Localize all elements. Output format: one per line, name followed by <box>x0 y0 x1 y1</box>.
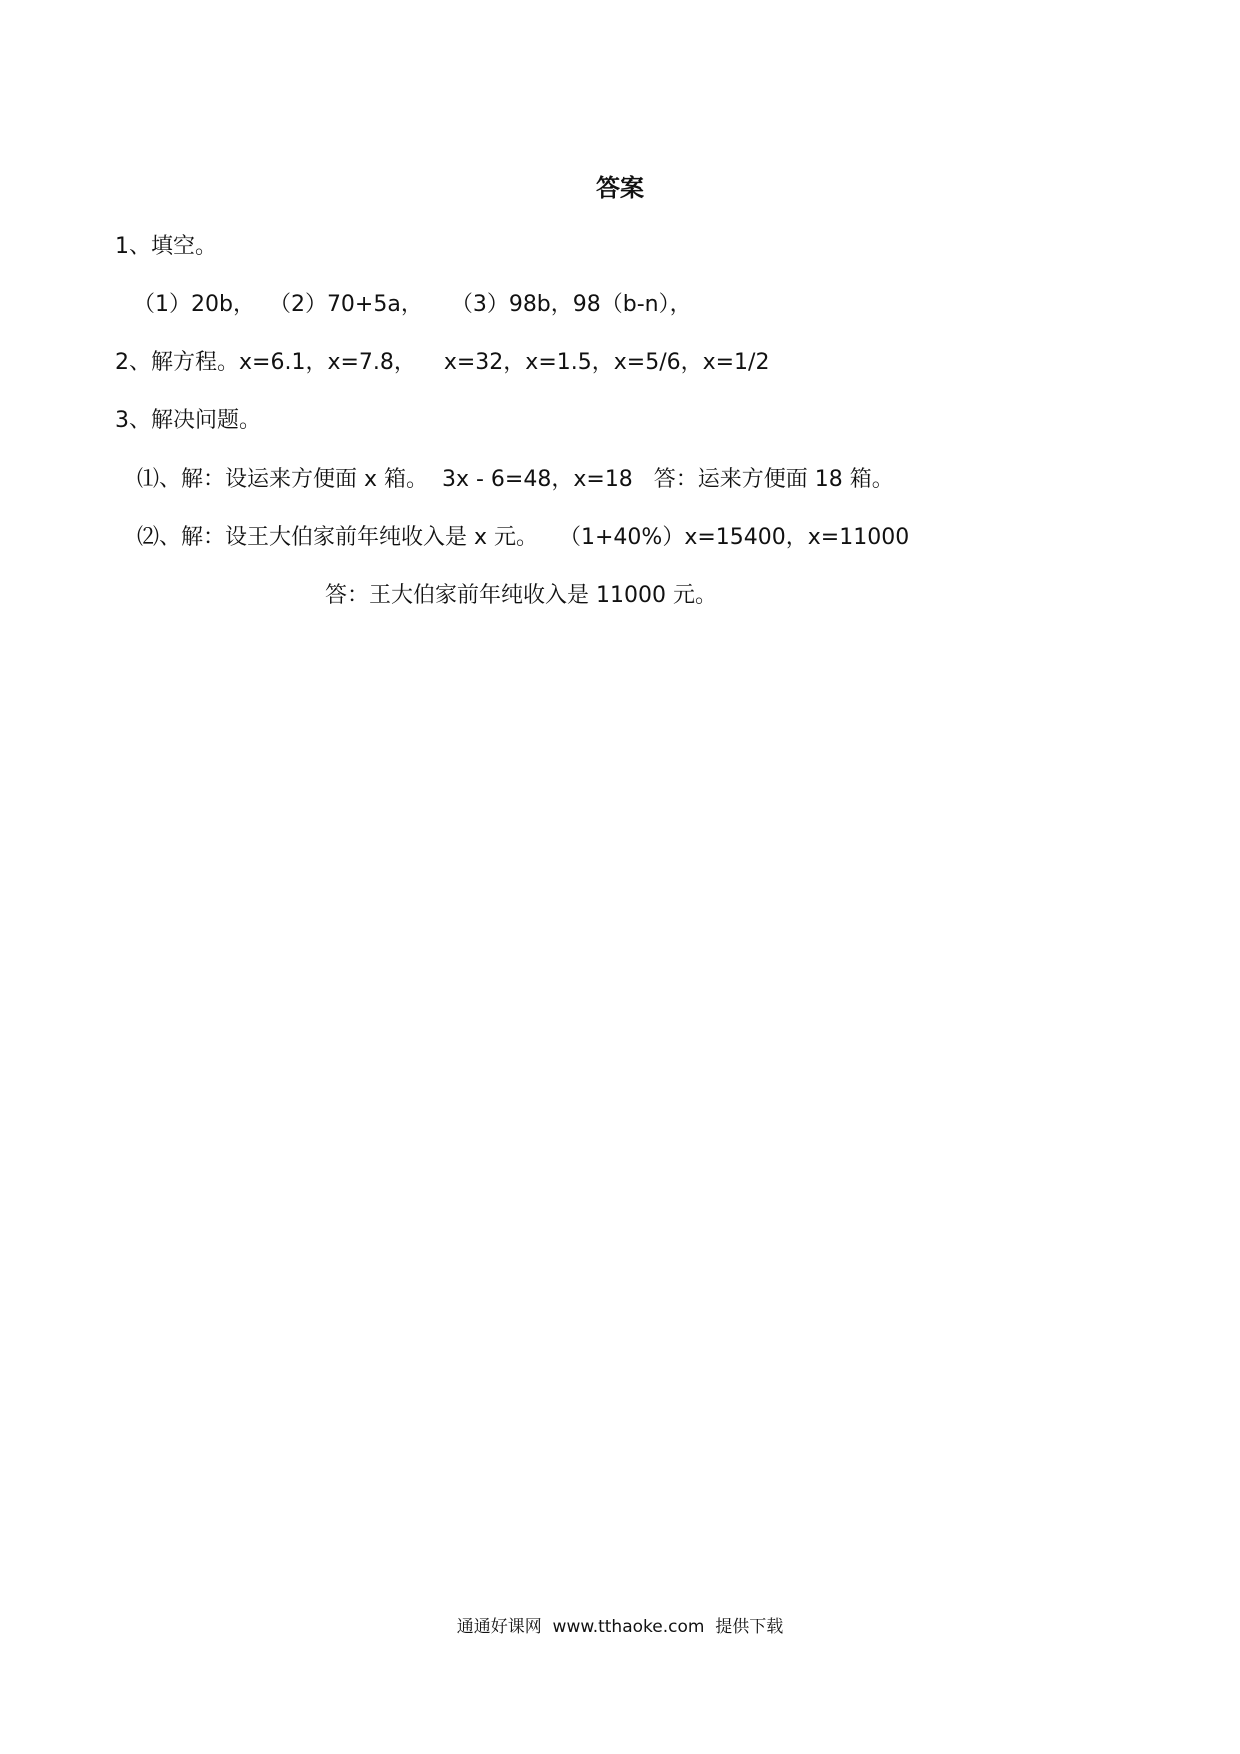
problem-2-answer: 答：王大伯家前年纯收入是 11000 元。 <box>325 583 717 608</box>
page-title: 答案 <box>596 174 644 202</box>
section-2-answers: 2、解方程。x=6.1，x=7.8， x=32，x=1.5，x=5/6，x=1/2 <box>115 350 770 375</box>
problem-1-solution: ⑴、解：设运来方便面 x 箱。 3x - 6=48，x=18 答：运来方便面 18 箱。 <box>137 467 894 492</box>
footer-note: 通通好课网 www.tthaoke.com 提供下载 <box>456 1617 784 1637</box>
section-1-answers: （1）20b， （2）70+5a， （3）98b，98（b-n）， <box>133 292 692 317</box>
problem-2-solution: ⑵、解：设王大伯家前年纯收入是 x 元。 （1+40%）x=15400，x=11000 <box>137 525 910 550</box>
section-1-heading: 1、填空。 <box>115 234 217 259</box>
section-3-heading: 3、解决问题。 <box>115 408 261 433</box>
